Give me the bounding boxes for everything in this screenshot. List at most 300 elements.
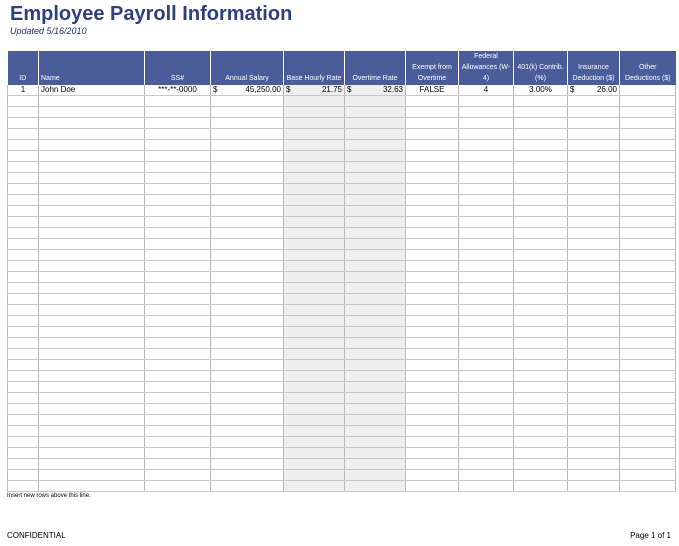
cell-name[interactable] [39, 360, 145, 371]
cell-insurance[interactable] [568, 305, 620, 316]
cell-ssn[interactable] [145, 371, 211, 382]
cell-exempt[interactable] [406, 305, 459, 316]
cell-annual-salary[interactable] [211, 470, 284, 481]
cell-overtime-rate[interactable] [345, 393, 406, 404]
cell-overtime-rate[interactable] [345, 327, 406, 338]
cell-overtime-rate[interactable] [345, 305, 406, 316]
cell-insurance[interactable] [568, 228, 620, 239]
cell-federal-allowances[interactable] [459, 140, 514, 151]
cell-annual-salary[interactable] [211, 316, 284, 327]
cell-name[interactable] [39, 129, 145, 140]
cell-annual-salary[interactable] [211, 206, 284, 217]
column-header-exempt[interactable]: Exempt from Overtime [406, 51, 459, 85]
cell-ssn[interactable] [145, 404, 211, 415]
cell-401k[interactable] [514, 294, 568, 305]
cell-id[interactable] [8, 206, 39, 217]
cell-base-hourly-rate[interactable] [284, 261, 345, 272]
cell-base-hourly-rate[interactable] [284, 371, 345, 382]
cell-federal-allowances[interactable] [459, 250, 514, 261]
cell-base-hourly-rate[interactable] [284, 151, 345, 162]
cell-federal-allowances[interactable] [459, 294, 514, 305]
cell-federal-allowances[interactable] [459, 129, 514, 140]
cell-id[interactable] [8, 305, 39, 316]
cell-ssn[interactable] [145, 481, 211, 492]
cell-exempt[interactable] [406, 382, 459, 393]
cell-name[interactable] [39, 349, 145, 360]
cell-id[interactable] [8, 316, 39, 327]
cell-insurance[interactable] [568, 272, 620, 283]
cell-overtime-rate[interactable] [345, 294, 406, 305]
cell-name[interactable] [39, 272, 145, 283]
cell-name[interactable] [39, 338, 145, 349]
cell-other-deductions[interactable] [620, 426, 676, 437]
cell-ssn[interactable] [145, 448, 211, 459]
cell-annual-salary[interactable] [211, 107, 284, 118]
cell-other-deductions[interactable] [620, 184, 676, 195]
cell-name[interactable] [39, 283, 145, 294]
cell-401k[interactable] [514, 316, 568, 327]
cell-other-deductions[interactable] [620, 371, 676, 382]
cell-base-hourly-rate[interactable] [284, 96, 345, 107]
cell-id[interactable]: 1 [8, 85, 39, 96]
cell-exempt[interactable] [406, 250, 459, 261]
cell-other-deductions[interactable] [620, 382, 676, 393]
cell-name[interactable] [39, 261, 145, 272]
cell-401k[interactable] [514, 173, 568, 184]
cell-exempt[interactable] [406, 118, 459, 129]
cell-overtime-rate[interactable] [345, 382, 406, 393]
cell-other-deductions[interactable] [620, 327, 676, 338]
cell-ssn[interactable] [145, 228, 211, 239]
cell-ssn[interactable]: ***-**-0000 [145, 85, 211, 96]
cell-insurance[interactable] [568, 294, 620, 305]
cell-name[interactable] [39, 250, 145, 261]
cell-id[interactable] [8, 382, 39, 393]
cell-annual-salary[interactable] [211, 261, 284, 272]
cell-annual-salary[interactable] [211, 294, 284, 305]
cell-401k[interactable] [514, 118, 568, 129]
cell-id[interactable] [8, 195, 39, 206]
cell-exempt[interactable] [406, 162, 459, 173]
cell-annual-salary[interactable] [211, 338, 284, 349]
cell-annual-salary[interactable] [211, 217, 284, 228]
cell-exempt[interactable] [406, 96, 459, 107]
cell-ssn[interactable] [145, 338, 211, 349]
cell-overtime-rate[interactable] [345, 118, 406, 129]
cell-base-hourly-rate[interactable] [284, 129, 345, 140]
cell-401k[interactable] [514, 250, 568, 261]
cell-ssn[interactable] [145, 437, 211, 448]
cell-name[interactable] [39, 206, 145, 217]
cell-401k[interactable] [514, 261, 568, 272]
cell-401k[interactable] [514, 206, 568, 217]
cell-other-deductions[interactable] [620, 195, 676, 206]
cell-annual-salary[interactable] [211, 371, 284, 382]
cell-overtime-rate[interactable] [345, 338, 406, 349]
cell-annual-salary[interactable] [211, 426, 284, 437]
cell-base-hourly-rate[interactable] [284, 140, 345, 151]
column-header-base-hourly-rate[interactable]: Base Hourly Rate [284, 51, 345, 85]
cell-name[interactable] [39, 162, 145, 173]
cell-id[interactable] [8, 371, 39, 382]
cell-overtime-rate[interactable] [345, 173, 406, 184]
cell-annual-salary[interactable] [211, 118, 284, 129]
cell-ssn[interactable] [145, 239, 211, 250]
cell-federal-allowances[interactable] [459, 228, 514, 239]
cell-overtime-rate[interactable] [345, 228, 406, 239]
cell-federal-allowances[interactable] [459, 283, 514, 294]
cell-exempt[interactable] [406, 129, 459, 140]
cell-ssn[interactable] [145, 195, 211, 206]
cell-federal-allowances[interactable] [459, 404, 514, 415]
cell-exempt[interactable] [406, 206, 459, 217]
cell-overtime-rate[interactable] [345, 217, 406, 228]
cell-id[interactable] [8, 448, 39, 459]
cell-overtime-rate[interactable] [345, 481, 406, 492]
cell-overtime-rate[interactable] [345, 239, 406, 250]
cell-exempt[interactable] [406, 470, 459, 481]
cell-id[interactable] [8, 283, 39, 294]
cell-overtime-rate[interactable] [345, 107, 406, 118]
column-header-insurance[interactable]: Insurance Deduction ($) [568, 51, 620, 85]
cell-insurance[interactable] [568, 85, 620, 96]
cell-federal-allowances[interactable] [459, 371, 514, 382]
cell-exempt[interactable] [406, 338, 459, 349]
cell-401k[interactable] [514, 459, 568, 470]
cell-base-hourly-rate[interactable] [284, 437, 345, 448]
cell-insurance[interactable] [568, 415, 620, 426]
cell-federal-allowances[interactable] [459, 349, 514, 360]
cell-401k[interactable] [514, 217, 568, 228]
cell-federal-allowances[interactable] [459, 107, 514, 118]
cell-id[interactable] [8, 349, 39, 360]
cell-insurance[interactable] [568, 184, 620, 195]
cell-401k[interactable] [514, 305, 568, 316]
cell-exempt[interactable] [406, 481, 459, 492]
cell-federal-allowances[interactable] [459, 415, 514, 426]
cell-annual-salary[interactable] [211, 151, 284, 162]
cell-base-hourly-rate[interactable] [284, 327, 345, 338]
cell-exempt[interactable] [406, 184, 459, 195]
cell-401k[interactable] [514, 184, 568, 195]
cell-id[interactable] [8, 217, 39, 228]
cell-401k[interactable] [514, 382, 568, 393]
cell-annual-salary[interactable] [211, 448, 284, 459]
cell-ssn[interactable] [145, 316, 211, 327]
cell-exempt[interactable] [406, 349, 459, 360]
cell-401k[interactable] [514, 272, 568, 283]
cell-federal-allowances[interactable] [459, 338, 514, 349]
cell-ssn[interactable] [145, 382, 211, 393]
cell-401k[interactable] [514, 338, 568, 349]
cell-other-deductions[interactable] [620, 129, 676, 140]
cell-other-deductions[interactable] [620, 459, 676, 470]
cell-federal-allowances[interactable] [459, 118, 514, 129]
column-header-ssn[interactable]: SS# [145, 51, 211, 85]
cell-insurance[interactable] [568, 382, 620, 393]
cell-insurance[interactable] [568, 96, 620, 107]
cell-overtime-rate[interactable] [345, 206, 406, 217]
cell-ssn[interactable] [145, 294, 211, 305]
cell-id[interactable] [8, 184, 39, 195]
cell-federal-allowances[interactable] [459, 173, 514, 184]
cell-overtime-rate[interactable] [345, 415, 406, 426]
cell-name[interactable] [39, 393, 145, 404]
cell-annual-salary[interactable] [211, 239, 284, 250]
cell-exempt[interactable] [406, 327, 459, 338]
cell-id[interactable] [8, 107, 39, 118]
cell-exempt[interactable] [406, 173, 459, 184]
cell-ssn[interactable] [145, 162, 211, 173]
cell-ssn[interactable] [145, 415, 211, 426]
cell-exempt[interactable] [406, 415, 459, 426]
cell-id[interactable] [8, 272, 39, 283]
cell-overtime-rate[interactable] [345, 129, 406, 140]
cell-name[interactable] [39, 404, 145, 415]
cell-base-hourly-rate[interactable] [284, 393, 345, 404]
cell-overtime-rate[interactable] [345, 404, 406, 415]
cell-base-hourly-rate[interactable] [284, 283, 345, 294]
cell-id[interactable] [8, 393, 39, 404]
cell-annual-salary[interactable] [211, 85, 284, 96]
cell-other-deductions[interactable] [620, 404, 676, 415]
cell-name[interactable] [39, 184, 145, 195]
cell-name[interactable] [39, 382, 145, 393]
cell-overtime-rate[interactable] [345, 459, 406, 470]
cell-id[interactable] [8, 261, 39, 272]
cell-401k[interactable] [514, 426, 568, 437]
cell-401k[interactable] [514, 151, 568, 162]
cell-federal-allowances[interactable] [459, 459, 514, 470]
cell-annual-salary[interactable] [211, 382, 284, 393]
cell-exempt[interactable] [406, 283, 459, 294]
cell-401k[interactable] [514, 140, 568, 151]
cell-annual-salary[interactable] [211, 272, 284, 283]
cell-id[interactable] [8, 250, 39, 261]
cell-id[interactable] [8, 239, 39, 250]
cell-exempt[interactable] [406, 393, 459, 404]
cell-annual-salary[interactable] [211, 404, 284, 415]
cell-base-hourly-rate[interactable] [284, 349, 345, 360]
cell-exempt[interactable] [406, 140, 459, 151]
cell-insurance[interactable] [568, 470, 620, 481]
cell-overtime-rate[interactable] [345, 96, 406, 107]
cell-insurance[interactable] [568, 129, 620, 140]
cell-id[interactable] [8, 470, 39, 481]
cell-ssn[interactable] [145, 129, 211, 140]
cell-401k[interactable] [514, 437, 568, 448]
cell-401k[interactable] [514, 371, 568, 382]
cell-base-hourly-rate[interactable] [284, 217, 345, 228]
cell-insurance[interactable] [568, 338, 620, 349]
cell-401k[interactable] [514, 228, 568, 239]
cell-other-deductions[interactable] [620, 118, 676, 129]
cell-id[interactable] [8, 437, 39, 448]
cell-other-deductions[interactable] [620, 228, 676, 239]
cell-insurance[interactable] [568, 371, 620, 382]
column-header-401k[interactable]: 401(k) Contrib. (%) [514, 51, 568, 85]
cell-insurance[interactable] [568, 239, 620, 250]
cell-other-deductions[interactable] [620, 448, 676, 459]
cell-other-deductions[interactable] [620, 415, 676, 426]
cell-other-deductions[interactable] [620, 305, 676, 316]
cell-annual-salary[interactable] [211, 96, 284, 107]
cell-annual-salary[interactable] [211, 173, 284, 184]
cell-base-hourly-rate[interactable] [284, 173, 345, 184]
cell-federal-allowances[interactable] [459, 206, 514, 217]
cell-base-hourly-rate[interactable] [284, 360, 345, 371]
cell-401k[interactable] [514, 349, 568, 360]
cell-insurance[interactable] [568, 140, 620, 151]
cell-401k[interactable] [514, 448, 568, 459]
cell-base-hourly-rate[interactable] [284, 184, 345, 195]
cell-name[interactable] [39, 327, 145, 338]
cell-ssn[interactable] [145, 217, 211, 228]
cell-ssn[interactable] [145, 393, 211, 404]
cell-name[interactable] [39, 415, 145, 426]
cell-insurance[interactable] [568, 250, 620, 261]
cell-federal-allowances[interactable] [459, 96, 514, 107]
cell-ssn[interactable] [145, 360, 211, 371]
cell-id[interactable] [8, 481, 39, 492]
cell-ssn[interactable] [145, 426, 211, 437]
cell-insurance[interactable] [568, 393, 620, 404]
cell-exempt[interactable] [406, 294, 459, 305]
cell-federal-allowances[interactable] [459, 382, 514, 393]
cell-base-hourly-rate[interactable] [284, 415, 345, 426]
cell-other-deductions[interactable] [620, 294, 676, 305]
cell-name[interactable] [39, 448, 145, 459]
cell-401k[interactable]: 3.00% [514, 85, 568, 96]
cell-federal-allowances[interactable]: 4 [459, 85, 514, 96]
cell-base-hourly-rate[interactable] [284, 85, 345, 96]
cell-overtime-rate[interactable] [345, 360, 406, 371]
cell-insurance[interactable] [568, 195, 620, 206]
cell-annual-salary[interactable] [211, 195, 284, 206]
cell-id[interactable] [8, 294, 39, 305]
cell-other-deductions[interactable] [620, 85, 676, 96]
cell-annual-salary[interactable] [211, 349, 284, 360]
cell-other-deductions[interactable] [620, 481, 676, 492]
cell-federal-allowances[interactable] [459, 184, 514, 195]
cell-insurance[interactable] [568, 349, 620, 360]
cell-base-hourly-rate[interactable] [284, 206, 345, 217]
cell-401k[interactable] [514, 360, 568, 371]
cell-base-hourly-rate[interactable] [284, 426, 345, 437]
cell-insurance[interactable] [568, 162, 620, 173]
cell-overtime-rate[interactable] [345, 184, 406, 195]
cell-id[interactable] [8, 96, 39, 107]
cell-exempt[interactable] [406, 459, 459, 470]
cell-id[interactable] [8, 459, 39, 470]
column-header-overtime-rate[interactable]: Overtime Rate [345, 51, 406, 85]
cell-name[interactable] [39, 294, 145, 305]
cell-other-deductions[interactable] [620, 316, 676, 327]
cell-id[interactable] [8, 140, 39, 151]
cell-other-deductions[interactable] [620, 437, 676, 448]
cell-overtime-rate[interactable] [345, 250, 406, 261]
cell-annual-salary[interactable] [211, 459, 284, 470]
cell-name[interactable] [39, 305, 145, 316]
cell-name[interactable] [39, 173, 145, 184]
cell-federal-allowances[interactable] [459, 217, 514, 228]
cell-federal-allowances[interactable] [459, 239, 514, 250]
cell-401k[interactable] [514, 404, 568, 415]
cell-401k[interactable] [514, 415, 568, 426]
cell-name[interactable] [39, 426, 145, 437]
cell-base-hourly-rate[interactable] [284, 250, 345, 261]
cell-annual-salary[interactable] [211, 228, 284, 239]
cell-ssn[interactable] [145, 470, 211, 481]
cell-overtime-rate[interactable] [345, 151, 406, 162]
cell-insurance[interactable] [568, 261, 620, 272]
cell-name[interactable] [39, 470, 145, 481]
cell-other-deductions[interactable] [620, 107, 676, 118]
cell-exempt[interactable] [406, 437, 459, 448]
cell-annual-salary[interactable] [211, 393, 284, 404]
cell-insurance[interactable] [568, 316, 620, 327]
cell-overtime-rate[interactable] [345, 448, 406, 459]
cell-insurance[interactable] [568, 206, 620, 217]
cell-other-deductions[interactable] [620, 272, 676, 283]
cell-exempt[interactable] [406, 107, 459, 118]
cell-other-deductions[interactable] [620, 140, 676, 151]
cell-ssn[interactable] [145, 107, 211, 118]
cell-ssn[interactable] [145, 118, 211, 129]
cell-name[interactable] [39, 481, 145, 492]
cell-other-deductions[interactable] [620, 217, 676, 228]
cell-federal-allowances[interactable] [459, 195, 514, 206]
cell-federal-allowances[interactable] [459, 437, 514, 448]
cell-insurance[interactable] [568, 481, 620, 492]
cell-ssn[interactable] [145, 305, 211, 316]
cell-overtime-rate[interactable] [345, 140, 406, 151]
cell-other-deductions[interactable] [620, 151, 676, 162]
cell-federal-allowances[interactable] [459, 481, 514, 492]
cell-exempt[interactable] [406, 426, 459, 437]
cell-overtime-rate[interactable] [345, 371, 406, 382]
cell-federal-allowances[interactable] [459, 272, 514, 283]
cell-federal-allowances[interactable] [459, 393, 514, 404]
cell-insurance[interactable] [568, 459, 620, 470]
cell-base-hourly-rate[interactable] [284, 316, 345, 327]
cell-insurance[interactable] [568, 118, 620, 129]
cell-insurance[interactable] [568, 283, 620, 294]
cell-id[interactable] [8, 327, 39, 338]
cell-ssn[interactable] [145, 140, 211, 151]
cell-401k[interactable] [514, 162, 568, 173]
cell-ssn[interactable] [145, 206, 211, 217]
cell-name[interactable] [39, 228, 145, 239]
cell-overtime-rate[interactable] [345, 195, 406, 206]
cell-name[interactable] [39, 151, 145, 162]
cell-insurance[interactable] [568, 151, 620, 162]
column-header-other-deductions[interactable]: Other Deductions ($) [620, 51, 676, 85]
cell-base-hourly-rate[interactable] [284, 272, 345, 283]
cell-ssn[interactable] [145, 283, 211, 294]
cell-exempt[interactable] [406, 448, 459, 459]
cell-exempt[interactable] [406, 360, 459, 371]
cell-name[interactable] [39, 316, 145, 327]
cell-annual-salary[interactable] [211, 140, 284, 151]
cell-annual-salary[interactable] [211, 437, 284, 448]
cell-ssn[interactable] [145, 250, 211, 261]
cell-401k[interactable] [514, 107, 568, 118]
cell-id[interactable] [8, 162, 39, 173]
cell-overtime-rate[interactable] [345, 349, 406, 360]
cell-insurance[interactable] [568, 173, 620, 184]
cell-ssn[interactable] [145, 327, 211, 338]
